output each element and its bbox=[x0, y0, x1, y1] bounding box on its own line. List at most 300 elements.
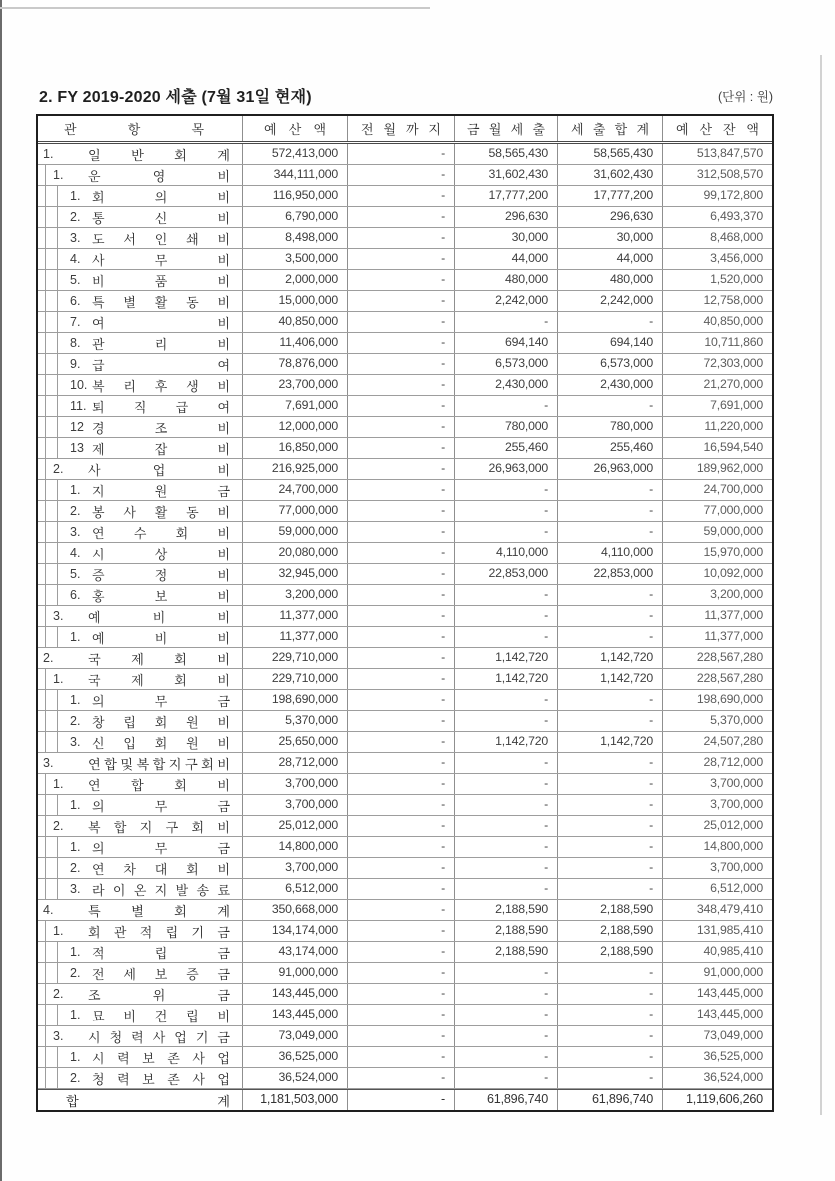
label-text bbox=[88, 753, 242, 773]
cell-budget-balance: 14,800,000 bbox=[703, 839, 763, 853]
cell-budget-balance: 7,691,000 bbox=[710, 398, 763, 412]
item-number: 3. bbox=[70, 231, 81, 245]
cell-prev-month: - bbox=[348, 186, 455, 206]
label-char: 립 bbox=[165, 924, 179, 940]
cell-current-month: - bbox=[455, 963, 558, 983]
indent-guide bbox=[38, 690, 46, 710]
label-char: 도 bbox=[92, 231, 105, 247]
cell-current-month: 480,000 bbox=[455, 270, 558, 290]
cell-expenditure-total: - bbox=[558, 795, 663, 815]
cell-expenditure-total: - bbox=[558, 606, 663, 626]
label-char: 인 bbox=[154, 231, 168, 247]
table-header bbox=[38, 116, 772, 144]
label-char: 생 bbox=[186, 378, 199, 394]
cell-budget: 78,876,000 bbox=[243, 354, 348, 374]
cell-current-month: 61,896,740 bbox=[455, 1090, 558, 1110]
indent-guide bbox=[38, 984, 46, 1004]
label-char: 금 bbox=[217, 945, 230, 961]
cell-prev-month: - bbox=[348, 438, 455, 458]
indent-guide bbox=[46, 564, 58, 584]
label-text bbox=[88, 774, 242, 794]
cell-expenditure-total: - bbox=[558, 1047, 663, 1067]
indent-guide bbox=[38, 585, 46, 605]
item-number: 1. bbox=[70, 189, 81, 203]
cell-budget-balance: 36,525,000 bbox=[703, 1049, 763, 1063]
label-char: 복 bbox=[92, 378, 105, 394]
cell-expenditure-total: - bbox=[558, 963, 663, 983]
cell-budget-balance: 348,479,410 bbox=[696, 902, 763, 916]
column-header-0 bbox=[38, 116, 243, 141]
table-row bbox=[38, 711, 772, 732]
cell-budget: 12,000,000 bbox=[243, 417, 348, 437]
indent-guide bbox=[38, 438, 46, 458]
cell-expenditure-total: 780,000 bbox=[558, 417, 663, 437]
cell-current-month: - bbox=[455, 501, 558, 521]
item-label-cell bbox=[38, 564, 243, 584]
cell-current-month: 44,000 bbox=[455, 249, 558, 269]
indent-guide bbox=[38, 627, 46, 647]
indent-guide bbox=[38, 417, 46, 437]
cell-budget: 25,650,000 bbox=[243, 732, 348, 752]
cell-current-month: - bbox=[455, 1047, 558, 1067]
label-text bbox=[92, 543, 242, 563]
scan-line-artifact-right bbox=[820, 55, 822, 1115]
indent-guide bbox=[38, 522, 46, 542]
label-text bbox=[92, 795, 242, 815]
label-char: 경 bbox=[92, 420, 105, 436]
indent-guide bbox=[38, 774, 46, 794]
item-number: 1. bbox=[70, 630, 81, 644]
cell-expenditure-total: - bbox=[558, 1005, 663, 1025]
label-text bbox=[88, 144, 242, 164]
label-char: 지 bbox=[154, 882, 168, 898]
label-text bbox=[663, 116, 772, 141]
cell-expenditure-total: 694,140 bbox=[558, 333, 663, 353]
indent-guide bbox=[46, 312, 58, 332]
indent-guide bbox=[46, 522, 58, 542]
cell-budget-balance: 16,594,540 bbox=[703, 440, 763, 454]
cell-budget: 350,668,000 bbox=[243, 900, 348, 920]
label-text bbox=[88, 165, 242, 185]
label-char: 회 bbox=[154, 714, 168, 730]
cell-expenditure-total: - bbox=[558, 1068, 663, 1088]
cell-expenditure-total: 61,896,740 bbox=[558, 1090, 663, 1110]
label-char: 온 bbox=[133, 882, 147, 898]
label-char: 비 bbox=[217, 525, 230, 541]
label-char: 회 bbox=[154, 735, 168, 751]
cell-expenditure-total: 255,460 bbox=[558, 438, 663, 458]
label-char: 회 bbox=[174, 903, 187, 919]
indent-guide bbox=[46, 585, 58, 605]
indent-guide bbox=[46, 711, 58, 731]
label-char: 보 bbox=[142, 1071, 155, 1087]
label-char: 액 bbox=[313, 122, 326, 137]
item-label-cell bbox=[38, 291, 243, 311]
cell-prev-month: - bbox=[348, 522, 455, 542]
cell-expenditure-total: - bbox=[558, 522, 663, 542]
cell-budget: 11,377,000 bbox=[243, 606, 348, 626]
item-label-cell bbox=[38, 501, 243, 521]
label-char: 합 bbox=[104, 756, 117, 772]
cell-budget: 25,012,000 bbox=[243, 816, 348, 836]
item-number: 2. bbox=[70, 861, 81, 875]
label-text bbox=[92, 564, 242, 584]
cell-budget-balance: 8,468,000 bbox=[710, 230, 763, 244]
label-text bbox=[92, 270, 242, 290]
item-number: 1. bbox=[53, 777, 64, 791]
indent-guide bbox=[38, 459, 46, 479]
item-label-cell bbox=[38, 459, 243, 479]
cell-prev-month: - bbox=[348, 312, 455, 332]
cell-budget-balance: 15,970,000 bbox=[703, 545, 763, 559]
label-char: 금 bbox=[217, 693, 230, 709]
label-char: 관 bbox=[92, 336, 105, 352]
cell-expenditure-total: 6,573,000 bbox=[558, 354, 663, 374]
label-char: 창 bbox=[92, 714, 105, 730]
cell-budget: 143,445,000 bbox=[243, 984, 348, 1004]
cell-budget-balance: 228,567,280 bbox=[696, 650, 763, 664]
cell-prev-month: - bbox=[348, 816, 455, 836]
cell-prev-month: - bbox=[348, 501, 455, 521]
item-label-cell bbox=[38, 354, 243, 374]
item-label-cell bbox=[38, 690, 243, 710]
table-row bbox=[38, 669, 772, 690]
label-char: 직 bbox=[133, 399, 147, 415]
label-char: 회 bbox=[174, 147, 187, 163]
item-number: 5. bbox=[70, 273, 81, 287]
cell-budget-balance: 91,000,000 bbox=[703, 965, 763, 979]
label-char: 존 bbox=[167, 1071, 180, 1087]
item-number: 2. bbox=[53, 987, 64, 1001]
cell-prev-month: - bbox=[348, 627, 455, 647]
table-row bbox=[38, 438, 772, 459]
cell-prev-month: - bbox=[348, 396, 455, 416]
label-char: 료 bbox=[217, 882, 230, 898]
label-text bbox=[92, 585, 242, 605]
label-char: 비 bbox=[152, 609, 166, 625]
indent-guide bbox=[38, 732, 46, 752]
label-char: 지 bbox=[428, 122, 441, 137]
cell-budget: 14,800,000 bbox=[243, 837, 348, 857]
label-char: 위 bbox=[152, 987, 166, 1003]
cell-expenditure-total: - bbox=[558, 837, 663, 857]
table-row bbox=[38, 333, 772, 354]
item-label-cell bbox=[38, 207, 243, 227]
label-char: 의 bbox=[154, 189, 168, 205]
table-row bbox=[38, 690, 772, 711]
cell-current-month: - bbox=[455, 837, 558, 857]
cell-current-month: 17,777,200 bbox=[455, 186, 558, 206]
cell-expenditure-total: - bbox=[558, 480, 663, 500]
label-char: 무 bbox=[154, 252, 168, 268]
item-number: 1. bbox=[70, 1050, 81, 1064]
cell-budget-balance: 1,520,000 bbox=[710, 272, 763, 286]
label-char: 급 bbox=[175, 399, 189, 415]
label-char: 국 bbox=[88, 651, 101, 667]
cell-budget: 6,512,000 bbox=[243, 879, 348, 899]
cell-budget: 59,000,000 bbox=[243, 522, 348, 542]
label-char: 금 bbox=[467, 122, 480, 137]
label-char: 까 bbox=[405, 122, 419, 137]
label-char: 전 bbox=[361, 122, 374, 137]
cell-current-month: - bbox=[455, 312, 558, 332]
label-char: 산 bbox=[288, 122, 302, 137]
label-char: 반 bbox=[131, 147, 144, 163]
item-number: 8. bbox=[70, 336, 81, 350]
item-number: 1. bbox=[43, 147, 54, 161]
cell-prev-month: - bbox=[348, 291, 455, 311]
indent-guide bbox=[38, 228, 46, 248]
table-row bbox=[38, 816, 772, 837]
label-text bbox=[92, 186, 242, 206]
indent-guide bbox=[38, 501, 46, 521]
label-char: 예 bbox=[92, 630, 105, 646]
cell-budget-balance: 40,985,410 bbox=[703, 944, 763, 958]
label-char: 력 bbox=[117, 1050, 130, 1066]
indent-guide bbox=[46, 837, 58, 857]
cell-budget: 116,950,000 bbox=[243, 186, 348, 206]
cell-budget-balance: 3,700,000 bbox=[710, 797, 763, 811]
indent-guide bbox=[38, 669, 46, 689]
indent-guide bbox=[38, 942, 46, 962]
label-text bbox=[92, 207, 242, 227]
cell-expenditure-total: - bbox=[558, 858, 663, 878]
item-label-cell bbox=[38, 375, 243, 395]
cell-budget-balance: 24,507,280 bbox=[703, 734, 763, 748]
label-char: 연 bbox=[92, 861, 105, 877]
label-char: 관 bbox=[113, 924, 127, 940]
label-char: 계 bbox=[636, 122, 649, 137]
cell-expenditure-total: - bbox=[558, 753, 663, 773]
label-char: 비 bbox=[217, 252, 230, 268]
label-char: 비 bbox=[217, 630, 230, 646]
indent-guide bbox=[46, 543, 58, 563]
label-text bbox=[92, 879, 242, 899]
cell-expenditure-total: 2,242,000 bbox=[558, 291, 663, 311]
label-text bbox=[92, 732, 242, 752]
table-row bbox=[38, 774, 772, 795]
cell-expenditure-total: 480,000 bbox=[558, 270, 663, 290]
item-number: 1. bbox=[70, 840, 81, 854]
label-char: 증 bbox=[186, 966, 199, 982]
label-char: 비 bbox=[217, 609, 230, 625]
cell-budget-balance: 3,456,000 bbox=[710, 251, 763, 265]
label-text bbox=[243, 116, 347, 141]
cell-budget: 3,700,000 bbox=[243, 795, 348, 815]
label-char: 활 bbox=[154, 504, 168, 520]
item-number: 2. bbox=[70, 210, 81, 224]
table-row bbox=[38, 984, 772, 1005]
cell-prev-month: - bbox=[348, 732, 455, 752]
indent-guide bbox=[46, 963, 58, 983]
cell-current-month: 30,000 bbox=[455, 228, 558, 248]
item-number: 3. bbox=[70, 882, 81, 896]
label-text bbox=[92, 417, 242, 437]
table-row bbox=[38, 795, 772, 816]
cell-budget-balance: 40,850,000 bbox=[703, 314, 763, 328]
cell-expenditure-total: - bbox=[558, 627, 663, 647]
cell-expenditure-total: 26,963,000 bbox=[558, 459, 663, 479]
label-text bbox=[88, 816, 242, 836]
cell-prev-month: - bbox=[348, 144, 455, 164]
label-char: 시 bbox=[92, 1050, 105, 1066]
indent-guide bbox=[46, 375, 58, 395]
cell-expenditure-total: 22,853,000 bbox=[558, 564, 663, 584]
indent-guide bbox=[46, 795, 58, 815]
item-label-cell bbox=[38, 396, 243, 416]
label-char: 업 bbox=[174, 1029, 187, 1045]
cell-budget: 3,700,000 bbox=[243, 858, 348, 878]
cell-current-month: 4,110,000 bbox=[455, 543, 558, 563]
indent-guide bbox=[46, 333, 58, 353]
cell-budget-balance: 99,172,800 bbox=[703, 188, 763, 202]
cell-budget: 143,445,000 bbox=[243, 1005, 348, 1025]
cell-budget: 43,174,000 bbox=[243, 942, 348, 962]
item-number: 2. bbox=[53, 819, 64, 833]
item-label-cell bbox=[38, 270, 243, 290]
label-char: 신 bbox=[92, 735, 105, 751]
cell-budget: 3,700,000 bbox=[243, 774, 348, 794]
indent-guide bbox=[38, 249, 46, 269]
label-char: 라 bbox=[92, 882, 105, 898]
item-label-cell bbox=[38, 732, 243, 752]
label-char: 비 bbox=[217, 504, 230, 520]
label-char: 산 bbox=[699, 122, 713, 137]
label-char: 특 bbox=[92, 294, 105, 310]
label-char: 봉 bbox=[92, 504, 105, 520]
indent-guide bbox=[38, 354, 46, 374]
item-label-cell bbox=[38, 1047, 243, 1067]
label-char: 시 bbox=[88, 1029, 101, 1045]
label-char: 세 bbox=[123, 966, 136, 982]
label-char: 사 bbox=[92, 252, 105, 268]
cell-expenditure-total: 296,630 bbox=[558, 207, 663, 227]
cell-budget-balance: 1,119,606,260 bbox=[685, 1092, 763, 1106]
cell-expenditure-total: 58,565,430 bbox=[558, 144, 663, 164]
cell-current-month: - bbox=[455, 606, 558, 626]
table-body bbox=[38, 144, 772, 1110]
label-char: 비 bbox=[217, 546, 230, 562]
label-char: 비 bbox=[217, 336, 230, 352]
indent-guide bbox=[38, 858, 46, 878]
cell-current-month: - bbox=[455, 522, 558, 542]
label-char: 여 bbox=[217, 357, 230, 373]
item-label-cell bbox=[38, 249, 243, 269]
table-row bbox=[38, 900, 772, 921]
label-char: 계 bbox=[217, 903, 230, 919]
label-char: 존 bbox=[167, 1050, 180, 1066]
indent-guide bbox=[46, 291, 58, 311]
label-text bbox=[88, 984, 242, 1004]
indent-guide bbox=[46, 480, 58, 500]
cell-expenditure-total: 2,188,590 bbox=[558, 942, 663, 962]
cell-budget-balance: 77,000,000 bbox=[703, 503, 763, 517]
label-char: 의 bbox=[92, 798, 105, 814]
budget-table bbox=[36, 114, 774, 1112]
item-label-cell bbox=[38, 228, 243, 248]
indent-guide bbox=[38, 312, 46, 332]
indent-guide bbox=[38, 921, 46, 941]
label-char: 구 bbox=[165, 819, 179, 835]
column-header-2 bbox=[348, 116, 455, 141]
cell-current-month: - bbox=[455, 858, 558, 878]
indent-guide bbox=[38, 543, 46, 563]
cell-current-month: - bbox=[455, 1005, 558, 1025]
cell-budget-balance: 3,700,000 bbox=[710, 776, 763, 790]
label-char: 청 bbox=[109, 1029, 123, 1045]
cell-budget-balance: 72,303,000 bbox=[703, 356, 763, 370]
cell-budget-balance: 21,270,000 bbox=[703, 377, 763, 391]
label-char: 운 bbox=[88, 168, 101, 184]
label-char: 적 bbox=[139, 924, 153, 940]
item-number: 2. bbox=[53, 462, 64, 476]
item-label-cell bbox=[38, 711, 243, 731]
scan-line-artifact-top bbox=[0, 7, 430, 9]
item-label-cell bbox=[38, 942, 243, 962]
label-char: 무 bbox=[154, 840, 168, 856]
indent-guide bbox=[38, 1005, 46, 1025]
label-char: 후 bbox=[154, 378, 168, 394]
label-char: 금 bbox=[217, 987, 230, 1003]
table-row bbox=[38, 375, 772, 396]
cell-budget-balance: 73,049,000 bbox=[703, 1028, 763, 1042]
cell-budget: 7,691,000 bbox=[243, 396, 348, 416]
cell-prev-month: - bbox=[348, 543, 455, 563]
table-row bbox=[38, 249, 772, 270]
cell-budget: 91,000,000 bbox=[243, 963, 348, 983]
indent-guide bbox=[46, 627, 58, 647]
indent-guide bbox=[38, 564, 46, 584]
label-char: 보 bbox=[154, 588, 168, 604]
label-char: 비 bbox=[217, 651, 230, 667]
cell-current-month: 780,000 bbox=[455, 417, 558, 437]
label-char: 국 bbox=[88, 672, 101, 688]
cell-current-month: 31,602,430 bbox=[455, 165, 558, 185]
cell-budget: 11,377,000 bbox=[243, 627, 348, 647]
label-char: 원 bbox=[154, 483, 168, 499]
table-row bbox=[38, 564, 772, 585]
cell-budget: 6,790,000 bbox=[243, 207, 348, 227]
cell-budget: 36,525,000 bbox=[243, 1047, 348, 1067]
label-char: 비 bbox=[217, 210, 230, 226]
label-char: 발 bbox=[175, 882, 189, 898]
item-number: 1. bbox=[53, 168, 64, 182]
indent-guide bbox=[46, 249, 58, 269]
label-char: 지 bbox=[92, 483, 105, 499]
label-char: 예 bbox=[676, 122, 689, 137]
indent-guide bbox=[38, 837, 46, 857]
unit-label: (단위 : 원) bbox=[718, 90, 773, 104]
label-char: 연 bbox=[92, 525, 105, 541]
item-label-cell bbox=[38, 522, 243, 542]
indent-guide bbox=[46, 942, 58, 962]
cell-expenditure-total: 1,142,720 bbox=[558, 648, 663, 668]
cell-prev-month: - bbox=[348, 1090, 455, 1110]
cell-prev-month: - bbox=[348, 1005, 455, 1025]
item-label-cell bbox=[38, 837, 243, 857]
cell-budget-balance: 6,493,370 bbox=[710, 209, 763, 223]
cell-prev-month: - bbox=[348, 459, 455, 479]
label-char: 조 bbox=[154, 420, 168, 436]
label-char: 예 bbox=[264, 122, 277, 137]
cell-budget-balance: 36,524,000 bbox=[703, 1070, 763, 1084]
label-text bbox=[92, 312, 242, 332]
label-char: 잡 bbox=[154, 441, 168, 457]
label-char: 월 bbox=[383, 122, 397, 137]
label-char: 금 bbox=[217, 966, 230, 982]
label-char: 보 bbox=[154, 966, 168, 982]
label-char: 묘 bbox=[92, 1008, 105, 1024]
